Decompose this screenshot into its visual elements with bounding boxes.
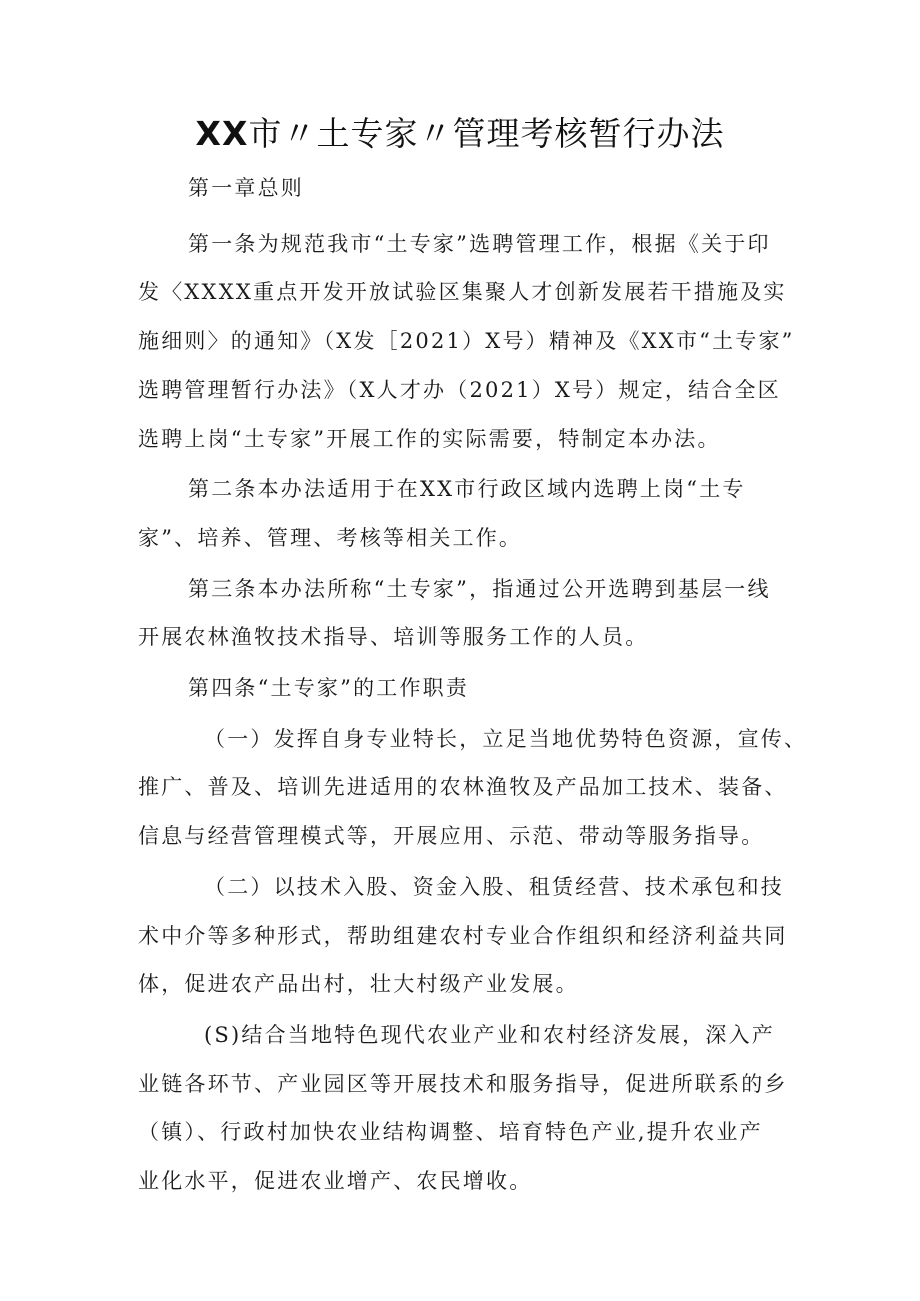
duty-item-3-line: （镇）、行政村加快农业结构调整、培育特色产业,提升农业产 — [138, 1120, 763, 1145]
article-1-line: 发〈XXXX重点开发开放试验区集聚人才创新发展若干措施及实 — [138, 280, 787, 305]
duty-item-2-line: 术中介等多种形式，帮助组建农村专业合作组织和经济利益共同 — [138, 923, 788, 948]
duty-item-2-line: （二）以技术入股、资金入股、租赁经营、技术承包和技 — [204, 874, 784, 899]
document-title-rest: 市〃土专家〃管理考核暂行办法 — [248, 114, 725, 153]
article-1 — [138, 220, 798, 464]
article-1-line: 选聘上岗“土专家”开展工作的实际需要，特制定本办法。 — [138, 426, 721, 451]
article-3-line: 开展农林渔牧技术指导、培训等服务工作的人员。 — [138, 625, 649, 650]
duty-item-1-line: 信息与经营管理模式等，开展应用、示范、带动等服务指导。 — [138, 824, 765, 849]
duty-item-3 — [138, 1011, 798, 1206]
duty-item-1 — [138, 715, 808, 861]
document-title-lead: XX — [195, 114, 249, 153]
document-body — [138, 164, 808, 1206]
duty-item-3-line: (S)结合当地特色现代农业产业和农村经济发展，深入产 — [204, 1022, 775, 1047]
article-4-heading-text: 第四条“土专家”的工作职责 — [188, 676, 470, 701]
article-1-line: 选聘管理暂行办法》（X人才办（2021）X号）规定，结合全区 — [138, 377, 781, 402]
duty-item-3-line: 业链各环节、产业园区等开展技术和服务指导，促进所联系的乡 — [138, 1071, 788, 1096]
article-1-line: 第一条为规范我市“土专家”选聘管理工作，根据《关于印 — [188, 231, 771, 256]
article-3 — [138, 565, 798, 662]
article-2 — [138, 465, 798, 562]
duty-item-3-line: 业化水平，促进农业增产、农民增收。 — [138, 1169, 533, 1194]
article-1-line: 施细则〉的通知》（X发［2021）X号）精神及《XX市“土专家” — [138, 329, 795, 354]
duty-item-1-line: 推广、普及、培训先进适用的农林渔牧及产品加工技术、装备、 — [138, 775, 788, 800]
duty-item-1-line: （一）发挥自身专业特长，立足当地优势特色资源，宣传、 — [204, 726, 808, 751]
article-2-line: 第二条本办法适用于在XX市行政区域内选聘上岗“土专 — [188, 477, 746, 502]
duty-item-2 — [138, 863, 798, 1009]
chapter-heading — [138, 164, 798, 213]
article-4-heading — [138, 664, 798, 713]
chapter-heading-text: 第一章总则 — [188, 176, 304, 200]
article-3-line: 第三条本办法所称“土专家”，指通过公开选聘到基层一线 — [188, 576, 771, 601]
duty-item-2-line: 体，促进农产品出村，壮大村级产业发展。 — [138, 972, 579, 997]
document-title — [0, 108, 920, 160]
article-2-line: 家”、培养、管理、考核等相关工作。 — [138, 525, 523, 550]
